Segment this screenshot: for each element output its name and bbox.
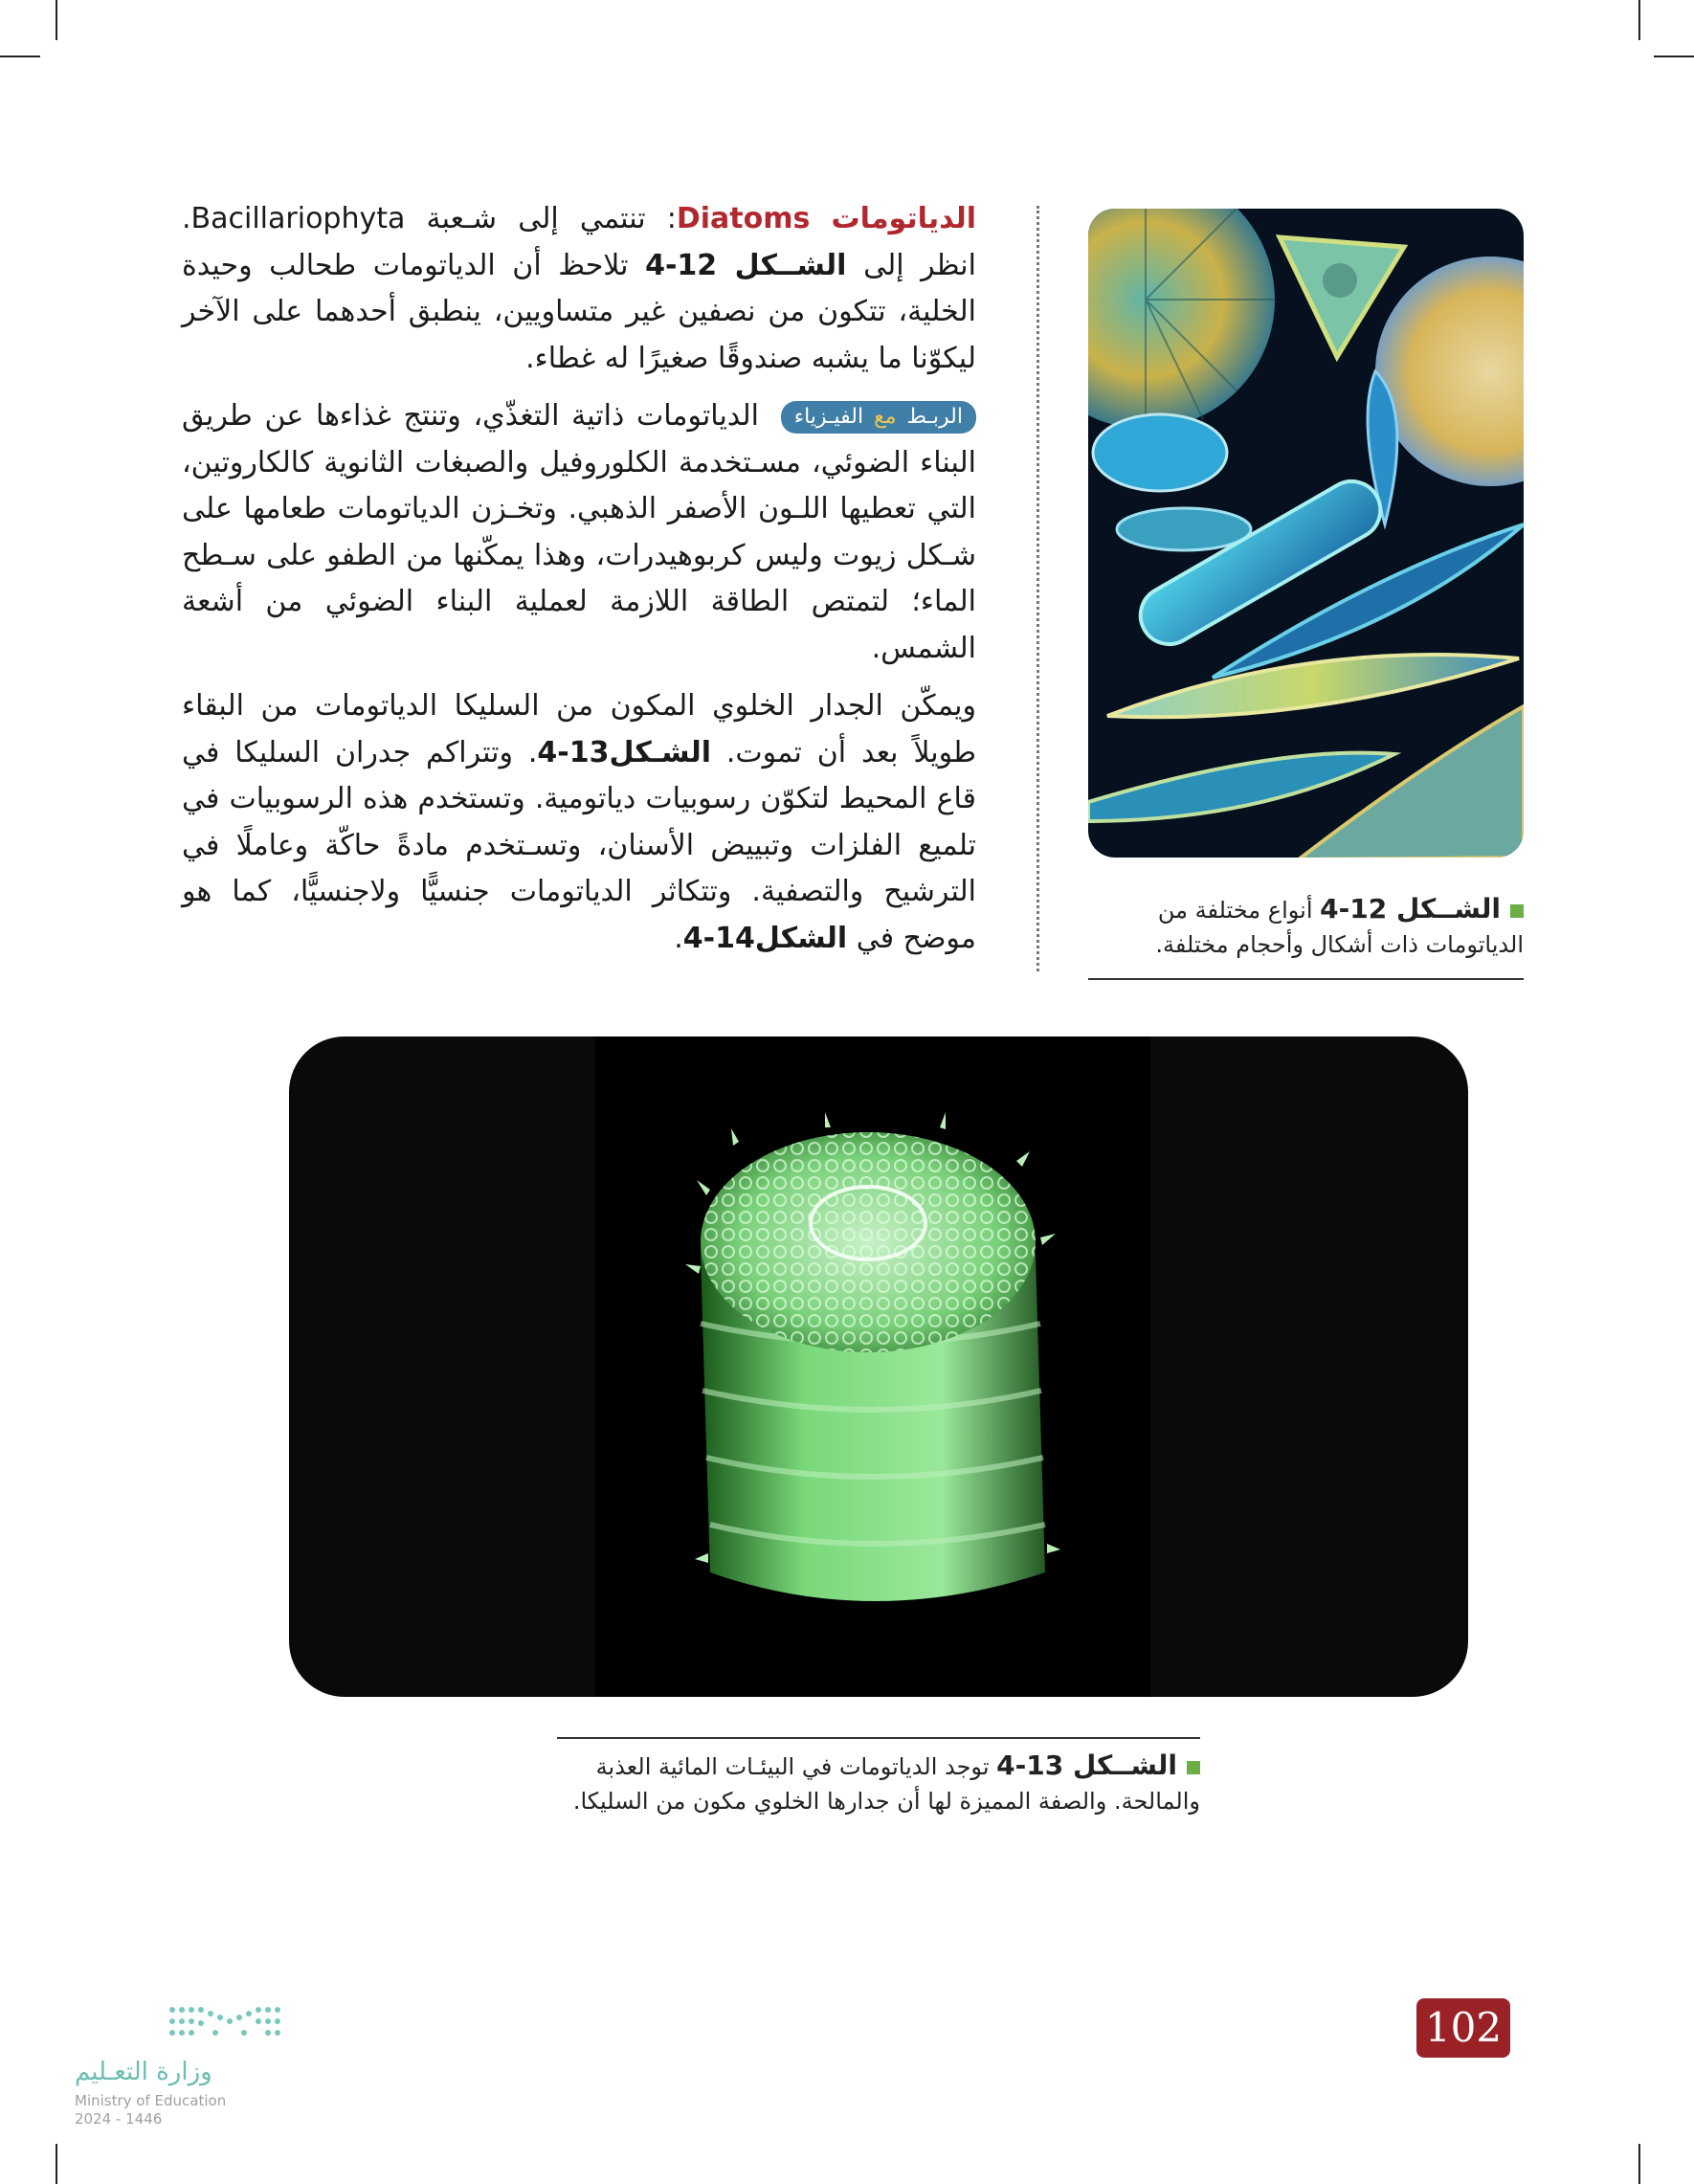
paragraph3-end: .	[674, 921, 683, 955]
crop-mark-tr-h	[1654, 56, 1694, 57]
figure13-caption-title: الشــكل 13-4	[996, 1749, 1177, 1781]
ministry-year: 2024 - 1446	[75, 2110, 163, 2128]
crop-mark-bl-v	[56, 2144, 57, 2184]
figure12-rule	[1088, 978, 1524, 980]
crop-mark-br-v	[1638, 2144, 1640, 2184]
figure13-reference: الشـكل13-4	[537, 735, 712, 769]
figure13-caption-text: توجد الدياتومات في البيئـات المائية العذبة والمالحة. والصفة المميزة لها أن جدارها الخلوي مكون من السليكا.	[572, 1753, 1200, 1815]
page-number: 102	[1416, 1998, 1510, 2058]
figure12-reference: الشــكل 12-4	[645, 248, 847, 282]
paragraph2-text: الدياتومات ذاتية التغذّي، وتنتج غذاءها عن طريق البناء الضوئي، مسـتخدمة الكلوروفيل والصبغات الثانوية كالكاروتين، التي تعطيها اللـون الأصفر الذهبي. وتخـزن الدياتومات طعامها على شـكل زيوت وليس كربوهيدرات، وهذا يمكّنها من الطفو على سـطح الماء؛ لتمتص الطاقة اللازمة لعملية البناء الضوئي من أشعة الشمس.	[182, 399, 976, 665]
oval-diatom	[1093, 414, 1227, 491]
ministry-logo-dots-icon	[57, 1991, 325, 2058]
radial-diatom	[1088, 209, 1275, 429]
figure13-caption	[557, 1749, 1200, 1818]
figure13-rule	[557, 1737, 1200, 1739]
paragraph-autotrophic	[182, 393, 976, 672]
ministry-name-en: Ministry of Education	[75, 2092, 227, 2109]
paragraph1-tail: تلاحظ أن الدياتومات طحالب وحيدة الخلية، تتكون من نصفين غير متساويين، ينطبق أحدهما على الآخر ليكوّنا ما يشبه صندوقًا صغيرًا له غطاء.	[182, 248, 976, 375]
cylindrical-diatom-illustration	[289, 1036, 1468, 1697]
paragraph3-text-b: . وتتراكم جدران السليكا في قاع المحيط لتكوّن رسوبيات دياتومية. وتستخدم هذه الرسوبيات في تلميع الفلزات وتبييض الأسنان، وتسـتخدم مادةً حاكّة وعاملًا في الترشيح والتصفية. وتتكاثر الدياتومات جنسيًّا ولاجنسيًّا، كما هو موضح في	[182, 735, 976, 955]
body-text	[182, 196, 976, 973]
term-diatoms-ar: الدياتومات	[831, 202, 976, 235]
paragraph3-text-a: ويمكّن الجدار الخلوي المكون من السليكا الدياتومات من البقاء طويلاً بعد أن تموت.	[182, 689, 976, 769]
crop-mark-tl-h	[0, 56, 40, 57]
figure13-diatom-photo	[289, 1036, 1468, 1697]
ministry-name-ar: وزارة التعـليم	[75, 2058, 212, 2086]
badge-mid-text: مع	[874, 404, 897, 429]
physics-link-badge	[781, 401, 976, 434]
figure12-diatoms-photo	[1088, 209, 1524, 858]
crop-mark-tr-v	[1638, 0, 1640, 40]
caption-square-icon	[1510, 904, 1524, 918]
elongated-diatom	[1107, 655, 1519, 717]
badge-left-text: الربـط	[906, 404, 963, 429]
figure12-caption	[1088, 892, 1524, 962]
figure14-reference: الشكل14-4	[682, 921, 848, 955]
column-divider	[1036, 206, 1039, 971]
term-diatoms-en: Diatoms	[676, 202, 811, 235]
crop-mark-tl-v	[56, 0, 57, 40]
caption-square-icon-2	[1187, 1761, 1200, 1774]
badge-right-text: الفيـزياء	[793, 404, 864, 429]
figure12-caption-text: أنواع مختلفة من الدياتومات ذات أشكال وأحجام مختلفة.	[1155, 897, 1524, 958]
paragraph-silica-wall	[182, 683, 976, 962]
figure12-caption-title: الشــكل 12-4	[1320, 893, 1501, 925]
paragraph1-text: : تنتمي إلى شـعبة Bacillariophyta. انظر إلى	[182, 202, 976, 282]
paragraph-diatoms-intro	[182, 196, 976, 382]
diatoms-illustration	[1088, 209, 1524, 858]
